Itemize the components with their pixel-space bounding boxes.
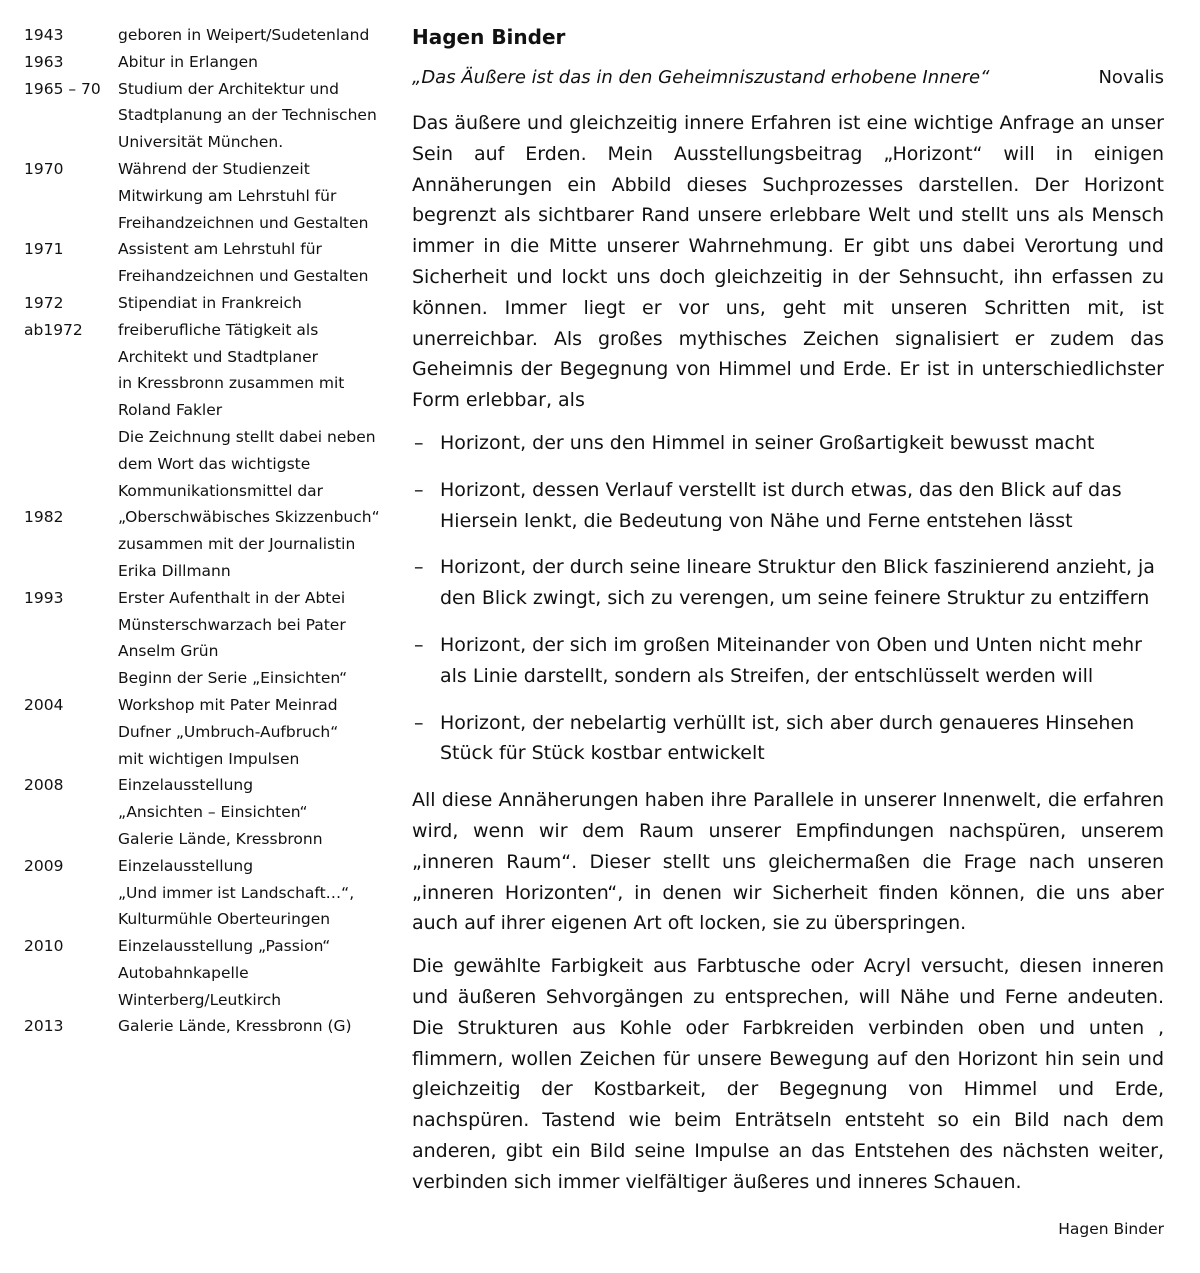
timeline-entry-line: Winterberg/Leutkirch (118, 990, 282, 1009)
timeline-entry (118, 290, 384, 317)
timeline-entry-line: Einzelausstellung „Passion“ (118, 937, 331, 956)
timeline-entry-line: „Oberschwäbisches Skizzenbuch“ (118, 508, 380, 527)
timeline-entry (118, 692, 384, 772)
timeline-row (24, 772, 384, 852)
timeline-entry-line: „Und immer ist Landschaft…“, (118, 883, 355, 902)
timeline-entry-line: Stipendiat in Frankreich (118, 293, 302, 312)
timeline-entry-line: Autobahnkapelle (118, 963, 249, 982)
timeline-year: 1965 – 70 (24, 79, 101, 98)
paragraph-intro: Das äußere und gleichzeitig innere Erfahren ist eine wichtige Anfrage an unser Sein auf Erden. Mein Ausstellungsbeitrag „Horizont“ will in einigen Annäherungen ein Abbild dieses Suchprozesses darstellen. Der Horizont begrenzt als sichtbarer Rand unsere erlebbare Welt und stellt uns als Mensch immer in die Mitte unserer Wahrnehmung. Er gibt uns dabei Verortung und Sicherheit und lockt uns doch gleichzeitig in der Sehnsucht, ihn erfassen zu können. Immer liegt er vor uns, geht mit unseren Schritten mit, ist unerreichbar. Als großes mythisches Zeichen signalisiert er zudem das Geheimnis der Begegnung von Himmel und Erde. Er ist in unterschiedlichster Form erlebbar, als (412, 112, 1164, 412)
epigraph (412, 64, 1164, 92)
timeline-row (24, 236, 384, 290)
timeline-entry-line: Beginn der Serie „Einsichten“ (118, 669, 348, 688)
timeline-entry-line: Universität München. (118, 133, 284, 152)
biography-timeline (24, 22, 384, 1040)
timeline-entry-line: Während der Studienzeit (118, 159, 310, 178)
timeline-entry-line: Münsterschwarzach bei Pater (118, 615, 346, 634)
dash-marker: – (414, 633, 424, 656)
list-item-text: Horizont, dessen Verlauf verstellt ist durch etwas, das den Blick auf das Hiersein lenkt, die Bedeutung von Nähe und Ferne entstehen lässt (440, 478, 1122, 532)
timeline-year: 1970 (24, 159, 64, 178)
signature: Hagen Binder (1058, 1220, 1164, 1238)
timeline-entry-line: Studium der Architektur und (118, 79, 339, 98)
timeline-year: 1963 (24, 52, 64, 71)
list-item (412, 630, 1164, 692)
timeline-entry-line: Architekt und Stadtplaner (118, 347, 319, 366)
timeline-entry (118, 156, 384, 236)
timeline-row (24, 22, 384, 49)
list-item (412, 708, 1164, 770)
timeline-entry (118, 49, 384, 76)
timeline-year: 1982 (24, 508, 64, 527)
timeline-year: 2008 (24, 776, 64, 795)
timeline-entry (118, 933, 384, 1013)
timeline-entry (118, 1013, 384, 1040)
timeline-entry-line: Kommunikationsmittel dar (118, 481, 324, 500)
timeline-row (24, 290, 384, 317)
timeline-year: 1972 (24, 293, 64, 312)
timeline-entry (118, 504, 384, 584)
timeline-entry (118, 317, 384, 505)
timeline-entry-line: geboren in Weipert/Sudetenland (118, 26, 370, 44)
page-title: Hagen Binder (412, 25, 566, 49)
timeline-entry-line: Kulturmühle Oberteuringen (118, 910, 331, 929)
timeline-entry-line: Abitur in Erlangen (118, 52, 258, 71)
timeline-entry-line: Stadtplanung an der Technischen (118, 106, 377, 125)
timeline-row (24, 156, 384, 236)
timeline-entry-line: Galerie Lände, Kressbronn (G) (118, 1017, 352, 1036)
timeline-entry-line: Freihandzeichnen und Gestalten (118, 213, 369, 232)
timeline-year: 1943 (24, 26, 64, 44)
timeline-row (24, 933, 384, 1013)
epigraph-author: Novalis (1098, 67, 1164, 88)
timeline-entry-line: Die Zeichnung stellt dabei neben (118, 427, 376, 446)
paragraph-inner-world: All diese Annäherungen haben ihre Parallele in unserer Innenwelt, die erfahren wird, wenn wir dem Raum unserer Empfindungen nachspüren, unserem „inneren Raum“. Dieser stellt uns gleichermaßen die Frage nach unseren „inneren Horizonten“, in denen wir Sicherheit finden können, die uns aber auch auf ihrer eigenen Art oft locken, sie zu überspringen. (412, 789, 1164, 935)
timeline-year: 2013 (24, 1017, 64, 1036)
timeline-row (24, 585, 384, 692)
timeline-entry-line: zusammen mit der Journalistin (118, 535, 356, 554)
timeline-year: 1971 (24, 240, 64, 259)
timeline-entry-line: Mitwirkung am Lehrstuhl für (118, 186, 337, 205)
dash-marker: – (414, 711, 424, 734)
list-item-text: Horizont, der nebelartig verhüllt ist, sich aber durch genaueres Hinsehen Stück für Stück kostbar entwickelt (440, 711, 1135, 765)
timeline-entry (118, 236, 384, 290)
timeline-entry-line: Anselm Grün (118, 642, 219, 661)
list-item (412, 552, 1164, 614)
timeline-row (24, 317, 384, 505)
timeline-year: ab1972 (24, 320, 83, 339)
timeline-row (24, 853, 384, 933)
timeline-entry (118, 22, 384, 49)
timeline-entry-line: Freihandzeichnen und Gestalten (118, 267, 369, 286)
timeline-row (24, 76, 384, 156)
timeline-row (24, 49, 384, 76)
dash-marker: – (414, 431, 424, 454)
timeline-row (24, 504, 384, 584)
timeline-entry-line: Einzelausstellung (118, 776, 254, 795)
epigraph-quote: „Das Äußere ist das in den Geheimniszustand erhobene Innere“ (412, 67, 990, 88)
timeline-year: 2009 (24, 856, 64, 875)
timeline-entry-line: in Kressbronn zusammen mit (118, 374, 345, 393)
timeline-entry-line: Erika Dillmann (118, 561, 231, 580)
timeline-entry-line: Erster Aufenthalt in der Abtei (118, 588, 346, 607)
horizon-list (412, 428, 1164, 769)
list-item-text: Horizont, der sich im großen Miteinander von Oben und Unten nicht mehr als Linie darstellt, sondern als Streifen, der entschlüsselt werden will (440, 633, 1142, 687)
timeline-entry (118, 772, 384, 852)
timeline-year: 1993 (24, 588, 64, 607)
dash-marker: – (414, 556, 424, 579)
list-item-text: Horizont, der uns den Himmel in seiner Großartigkeit bewusst macht (440, 431, 1095, 454)
timeline-row (24, 1013, 384, 1040)
paragraph-technique: Die gewählte Farbigkeit aus Farbtusche oder Acryl versucht, diesen inneren und äußeren Sehvorgängen zu entsprechen, will Nähe und Ferne andeuten. Die Strukturen aus Kohle oder Farbkreiden verbinden oben und unten , flimmern, wollen Zeichen für unsere Bewegung auf den Horizont hin sein und gleichzeitig der Kostbarkeit, der Begegnung von Himmel und Erde, nachspüren. Tastend wie beim Enträtseln entsteht so ein Bild nach dem anderen, gibt ein Bild seine Impulse an das Entstehen des nächsten weiter, verbinden sich immer vielfältiger äußeres und inneres Schauen. (412, 955, 1164, 1193)
timeline-year: 2010 (24, 937, 64, 956)
timeline-entry-line: Workshop mit Pater Meinrad (118, 695, 338, 714)
timeline-entry-line: freiberufliche Tätigkeit als (118, 320, 319, 339)
timeline-row (24, 692, 384, 772)
list-item-text: Horizont, der durch seine lineare Struktur den Blick faszinierend anzieht, ja den Blick zwingt, sich zu verengen, um seine feinere Struktur zu entziffern (440, 556, 1155, 610)
timeline-entry-line: Roland Fakler (118, 401, 223, 420)
timeline-entry-line: Einzelausstellung (118, 856, 254, 875)
timeline-entry-line: Assistent am Lehrstuhl für (118, 240, 322, 259)
timeline-entry (118, 76, 384, 156)
timeline-entry-line: dem Wort das wichtigste (118, 454, 311, 473)
dash-marker: – (414, 478, 424, 501)
timeline-entry-line: Galerie Lände, Kressbronn (118, 829, 323, 848)
list-item (412, 428, 1164, 459)
timeline-entry-line: mit wichtigen Impulsen (118, 749, 300, 768)
timeline-entry (118, 585, 384, 692)
timeline-entry-line: Dufner „Umbruch-Aufbruch“ (118, 722, 339, 741)
timeline-year: 2004 (24, 695, 64, 714)
timeline-entry-line: „Ansichten – Einsichten“ (118, 803, 308, 822)
list-item (412, 475, 1164, 537)
main-text-column (412, 22, 1164, 1210)
timeline-entry (118, 853, 384, 933)
